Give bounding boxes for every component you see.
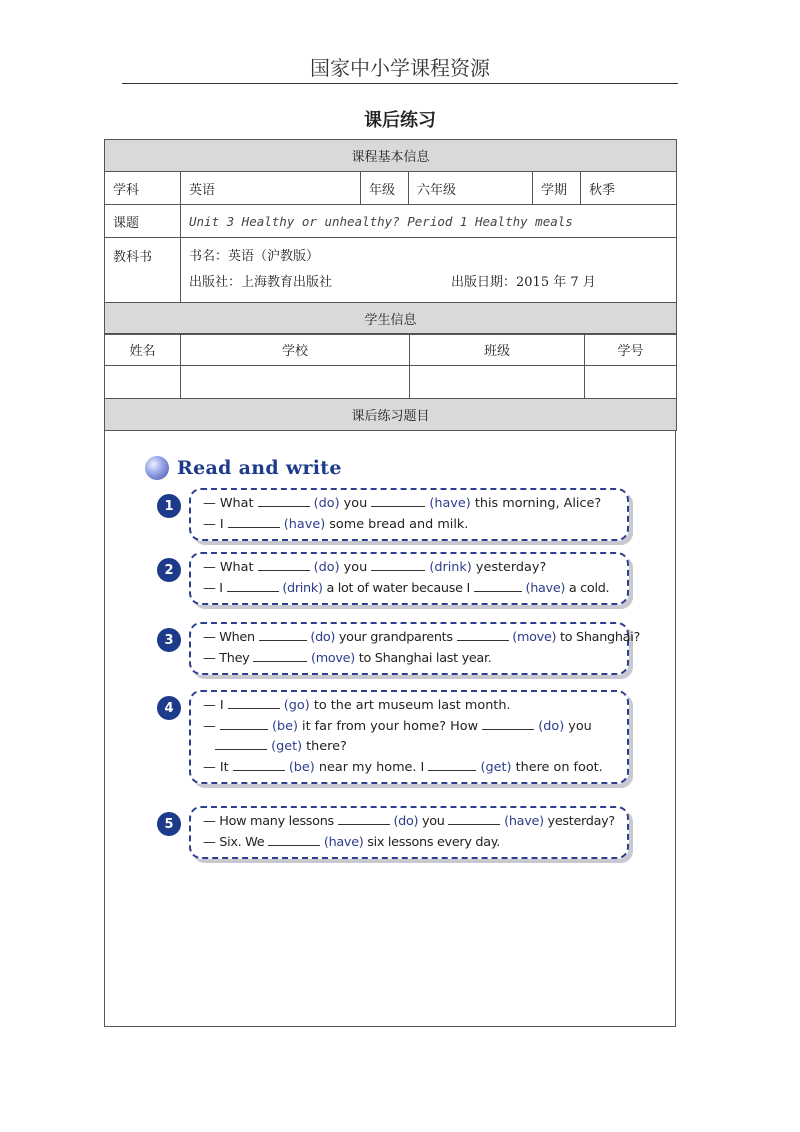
answer-blank[interactable] [228, 696, 280, 709]
question-line [203, 649, 615, 670]
student-info-table [104, 333, 677, 431]
student-class-cell[interactable] [410, 366, 585, 399]
answer-blank[interactable] [220, 717, 268, 730]
read-and-write-title: Read and write [177, 457, 342, 479]
answer-blank[interactable] [215, 737, 267, 750]
site-header: 国家中小学课程资源 [122, 55, 678, 84]
question-line [203, 737, 615, 758]
text: yesterday? [547, 814, 615, 829]
question-box [189, 552, 629, 605]
verb-hint: (go) [283, 698, 310, 713]
answer-blank[interactable] [371, 494, 425, 507]
text: — What [203, 496, 254, 511]
verb-hint: (move) [311, 650, 355, 666]
text: you [343, 560, 368, 575]
question-box [189, 690, 629, 784]
answer-blank[interactable] [428, 758, 476, 771]
question-line [203, 696, 615, 717]
verb-hint: (do) [310, 630, 336, 645]
exercise-area [104, 430, 676, 1027]
question-1 [157, 488, 629, 541]
question-5 [157, 806, 629, 859]
student-name-cell[interactable] [105, 366, 181, 399]
sphere-icon [145, 456, 169, 480]
answer-blank[interactable] [253, 649, 307, 662]
answer-blank[interactable] [258, 494, 310, 507]
question-box [189, 488, 629, 541]
verb-hint: (have) [525, 580, 566, 596]
verb-hint: (drink) [429, 560, 472, 575]
course-info-heading: 课程基本信息 [105, 140, 677, 172]
text: you [343, 496, 368, 511]
verb-hint: (drink) [282, 580, 323, 596]
verb-hint: (do) [313, 496, 340, 511]
verb-hint: (have) [504, 814, 544, 829]
question-line [203, 758, 615, 779]
answer-blank[interactable] [268, 833, 320, 846]
text: your grandparents [338, 630, 453, 645]
question-number: 3 [157, 628, 181, 652]
text: — How many lessons [203, 814, 334, 829]
question-box [189, 622, 640, 675]
text: — They [203, 650, 250, 666]
text: a lot of water because I [326, 580, 470, 596]
text: it far from your home? How [302, 718, 479, 734]
verb-hint: (be) [271, 718, 298, 734]
text: this morning, Alice? [474, 496, 602, 511]
text: a cold. [568, 580, 610, 596]
student-school-header: 学校 [181, 334, 410, 366]
answer-blank[interactable] [228, 515, 280, 528]
answer-blank[interactable] [233, 758, 285, 771]
answer-blank[interactable] [482, 717, 534, 730]
verb-hint: (do) [313, 560, 340, 575]
publisher-row [189, 270, 668, 296]
publish-date: 出版日期：2015 年 7 月 [451, 275, 596, 290]
text: — I [203, 580, 223, 596]
verb-hint: (do) [538, 718, 565, 734]
text: — What [203, 560, 254, 575]
verb-hint: (have) [283, 516, 326, 532]
verb-hint: (have) [429, 496, 471, 511]
question-number: 2 [157, 558, 181, 582]
read-and-write-heading [145, 450, 342, 486]
text: — It [203, 759, 229, 775]
question-number: 4 [157, 696, 181, 720]
text: six lessons every day. [367, 834, 500, 850]
text: to the art museum last month. [313, 698, 511, 713]
student-id-cell[interactable] [585, 366, 677, 399]
answer-blank[interactable] [338, 812, 390, 825]
question-line [203, 717, 615, 738]
verb-hint: (do) [393, 814, 419, 829]
textbook-details [181, 238, 677, 303]
book-name: 书名：英语（沪教版） [189, 249, 320, 264]
verb-hint: (get) [271, 739, 303, 754]
text: near my home. I [318, 759, 425, 775]
text: there? [306, 739, 347, 754]
question-2 [157, 552, 629, 605]
text: to Shanghai? [560, 630, 640, 645]
question-line [203, 558, 615, 579]
student-name-header: 姓名 [105, 334, 181, 366]
text: there on foot. [515, 759, 603, 775]
question-line [203, 515, 615, 536]
publisher: 出版社：上海教育出版社 [189, 275, 333, 290]
question-line [203, 812, 615, 833]
question-line [203, 628, 640, 649]
subject-value: 英语 [181, 172, 361, 205]
exercise-heading: 课后练习题目 [105, 399, 677, 431]
text: — [203, 718, 216, 734]
term-label: 学期 [533, 172, 581, 205]
answer-blank[interactable] [258, 558, 310, 571]
question-line [203, 494, 615, 515]
question-number: 1 [157, 494, 181, 518]
student-class-header: 班级 [410, 334, 585, 366]
verb-hint: (move) [512, 630, 557, 645]
page-title: 课后练习 [364, 110, 436, 131]
student-id-header: 学号 [585, 334, 677, 366]
text: yesterday? [475, 560, 547, 575]
question-4 [157, 690, 629, 784]
text: — Six. We [203, 834, 265, 850]
verb-hint: (have) [323, 834, 364, 850]
question-line [203, 579, 615, 600]
topic-label: 课题 [105, 205, 181, 238]
question-3 [157, 622, 640, 675]
text: some bread and milk. [329, 516, 469, 532]
subject-label: 学科 [105, 172, 181, 205]
verb-hint: (get) [480, 759, 512, 775]
question-line [203, 833, 615, 854]
course-info-table [104, 139, 677, 335]
answer-blank[interactable] [474, 579, 522, 592]
answer-blank[interactable] [457, 628, 509, 641]
text: you [421, 814, 445, 829]
text: — When [203, 630, 255, 645]
grade-value: 六年级 [409, 172, 533, 205]
answer-blank[interactable] [227, 579, 279, 592]
verb-hint: (be) [288, 759, 315, 775]
answer-blank[interactable] [371, 558, 425, 571]
student-school-cell[interactable] [181, 366, 410, 399]
answer-blank[interactable] [259, 628, 307, 641]
student-info-heading: 学生信息 [105, 303, 677, 335]
question-box [189, 806, 629, 859]
text: you [568, 718, 592, 734]
topic-value: Unit 3 Healthy or unhealthy? Period 1 Healthy meals [181, 205, 677, 238]
grade-label: 年级 [361, 172, 409, 205]
text: — I [203, 516, 224, 532]
term-value: 秋季 [581, 172, 677, 205]
answer-blank[interactable] [448, 812, 500, 825]
text: — I [203, 698, 224, 713]
text: to Shanghai last year. [358, 650, 492, 666]
textbook-label: 教科书 [105, 238, 181, 303]
question-number: 5 [157, 812, 181, 836]
